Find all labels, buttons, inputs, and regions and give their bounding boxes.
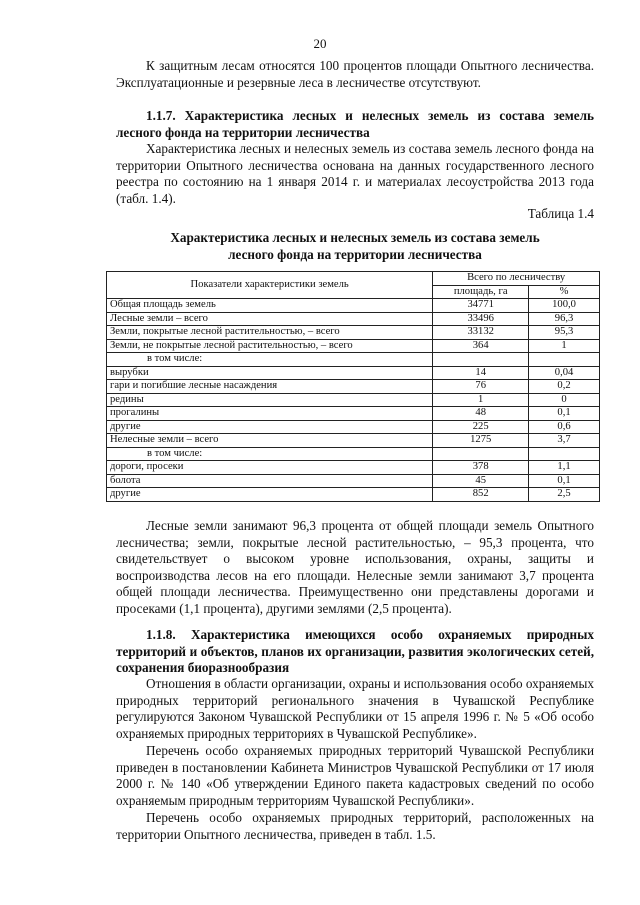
row-percent: 1,1 — [529, 461, 600, 475]
row-indicator: другие — [107, 488, 433, 502]
table-row — [107, 474, 600, 488]
table-row — [107, 339, 600, 353]
section-1-1-8-paragraph-3: Перечень особо охраняемых природных территорий, расположенных на территории Опытного лесничества, приведен в табл. 1.5. — [116, 810, 594, 842]
section-1-1-8-paragraph-2: Перечень особо охраняемых природных территорий Чувашской Республики приведен в постановлении Кабинета Министров Чувашской Республики от 17 июля 2000 г. № 140 «Об утверждении Единого пакета кадастровых сведений по особо охраняемым природным территориям Чувашской Республики». — [116, 743, 594, 808]
after-table-paragraph: Лесные земли занимают 96,3 процента от общей площади земель Опытного лесничества; земли, покрытые лесной растительностью, – 95,3 процента, что свидетельствует о высоком уровне использования, охраны, защиты и воспроизводства лесов на его площади. Нелесные земли занимают 3,7 процента общей площади лесничества. Преимущественно они представлены дорогами и просеками (1,1 процента), другими землями (2,5 процента). — [116, 518, 594, 616]
land-characteristics-table — [106, 271, 600, 502]
table-caption-line-2: лесного фонда на территории лесничества — [228, 246, 482, 262]
row-percent — [529, 353, 600, 367]
section-1-1-8-paragraph-1: Отношения в области организации, охраны и использования особо охраняемых природных территорий регионального значения в Чувашской Республике регулируются Законом Чувашской Республики от 15 апреля 1996 г. № 5 «Об особо охраняемых природных территориях в Чувашской Республике». — [116, 676, 594, 741]
table-label: Таблица 1.4 — [527, 206, 594, 221]
table-row — [107, 366, 600, 380]
row-percent: 0,2 — [529, 380, 600, 394]
table-row — [107, 299, 600, 313]
table-row — [107, 434, 600, 448]
table-row — [107, 461, 600, 475]
row-area: 34771 — [433, 299, 529, 313]
header-area: площадь, га — [433, 285, 529, 299]
page-number: 20 — [313, 36, 327, 51]
table-row — [107, 326, 600, 340]
row-area — [433, 447, 529, 461]
row-percent: 0,6 — [529, 420, 600, 434]
section-1-1-7-heading: 1.1.7. Характеристика лесных и нелесных земель из состава земель лесного фонда на территории лесничества — [116, 108, 594, 140]
row-area: 33132 — [433, 326, 529, 340]
row-area: 1 — [433, 393, 529, 407]
row-percent: 95,3 — [529, 326, 600, 340]
table-row — [107, 407, 600, 421]
row-indicator: гари и погибшие лесные насаждения — [107, 380, 433, 394]
table-row — [107, 380, 600, 394]
row-indicator: в том числе: — [107, 353, 433, 367]
row-area: 1275 — [433, 434, 529, 448]
table-row — [107, 488, 600, 502]
header-percent: % — [529, 285, 600, 299]
table-row — [107, 447, 600, 461]
row-area: 225 — [433, 420, 529, 434]
row-indicator: Нелесные земли – всего — [107, 434, 433, 448]
row-indicator: Лесные земли – всего — [107, 312, 433, 326]
row-area: 48 — [433, 407, 529, 421]
row-indicator: прогалины — [107, 407, 433, 421]
row-area: 76 — [433, 380, 529, 394]
row-percent: 96,3 — [529, 312, 600, 326]
row-indicator: в том числе: — [107, 447, 433, 461]
row-indicator: Земли, покрытые лесной растительностью, – всего — [107, 326, 433, 340]
table-row — [107, 353, 600, 367]
row-indicator: Общая площадь земель — [107, 299, 433, 313]
table-row — [107, 420, 600, 434]
row-percent: 0 — [529, 393, 600, 407]
row-percent: 0,1 — [529, 407, 600, 421]
row-indicator: Земли, не покрытые лесной растительностью, – всего — [107, 339, 433, 353]
row-percent: 2,5 — [529, 488, 600, 502]
row-indicator: дороги, просеки — [107, 461, 433, 475]
row-percent: 3,7 — [529, 434, 600, 448]
row-indicator: редины — [107, 393, 433, 407]
row-indicator: другие — [107, 420, 433, 434]
row-indicator: вырубки — [107, 366, 433, 380]
row-area: 364 — [433, 339, 529, 353]
header-total: Всего по лесничеству — [433, 272, 600, 286]
header-indicators: Показатели характеристики земель — [107, 272, 433, 299]
table-caption-line-1: Характеристика лесных и нелесных земель из состава земель — [170, 230, 540, 245]
table-row — [107, 393, 600, 407]
row-area: 378 — [433, 461, 529, 475]
row-percent: 100,0 — [529, 299, 600, 313]
section-1-1-8-heading: 1.1.8. Характеристика имеющихся особо охраняемых природных территорий и объектов, планов их организации, развития экологических сетей, сохранения биоразнообразия — [116, 627, 594, 676]
row-percent: 1 — [529, 339, 600, 353]
row-area: 45 — [433, 474, 529, 488]
table-row — [107, 312, 600, 326]
row-area: 852 — [433, 488, 529, 502]
intro-paragraph: К защитным лесам относятся 100 процентов площади Опытного лесничества. Эксплуатационные и резервные леса в лесничестве отсутствуют. — [116, 58, 594, 90]
row-indicator: болота — [107, 474, 433, 488]
row-percent — [529, 447, 600, 461]
row-area: 14 — [433, 366, 529, 380]
row-area: 33496 — [433, 312, 529, 326]
section-1-1-7-text: Характеристика лесных и нелесных земель из состава земель лесного фонда на территории Опытного лесничества основана на данных государственного лесного реестра по состоянию на 1 января 2014 г. и материалах лесоустройства 2013 года (табл. 1.4). — [116, 141, 594, 206]
row-area — [433, 353, 529, 367]
row-percent: 0,1 — [529, 474, 600, 488]
row-percent: 0,04 — [529, 366, 600, 380]
table-caption — [116, 230, 594, 263]
